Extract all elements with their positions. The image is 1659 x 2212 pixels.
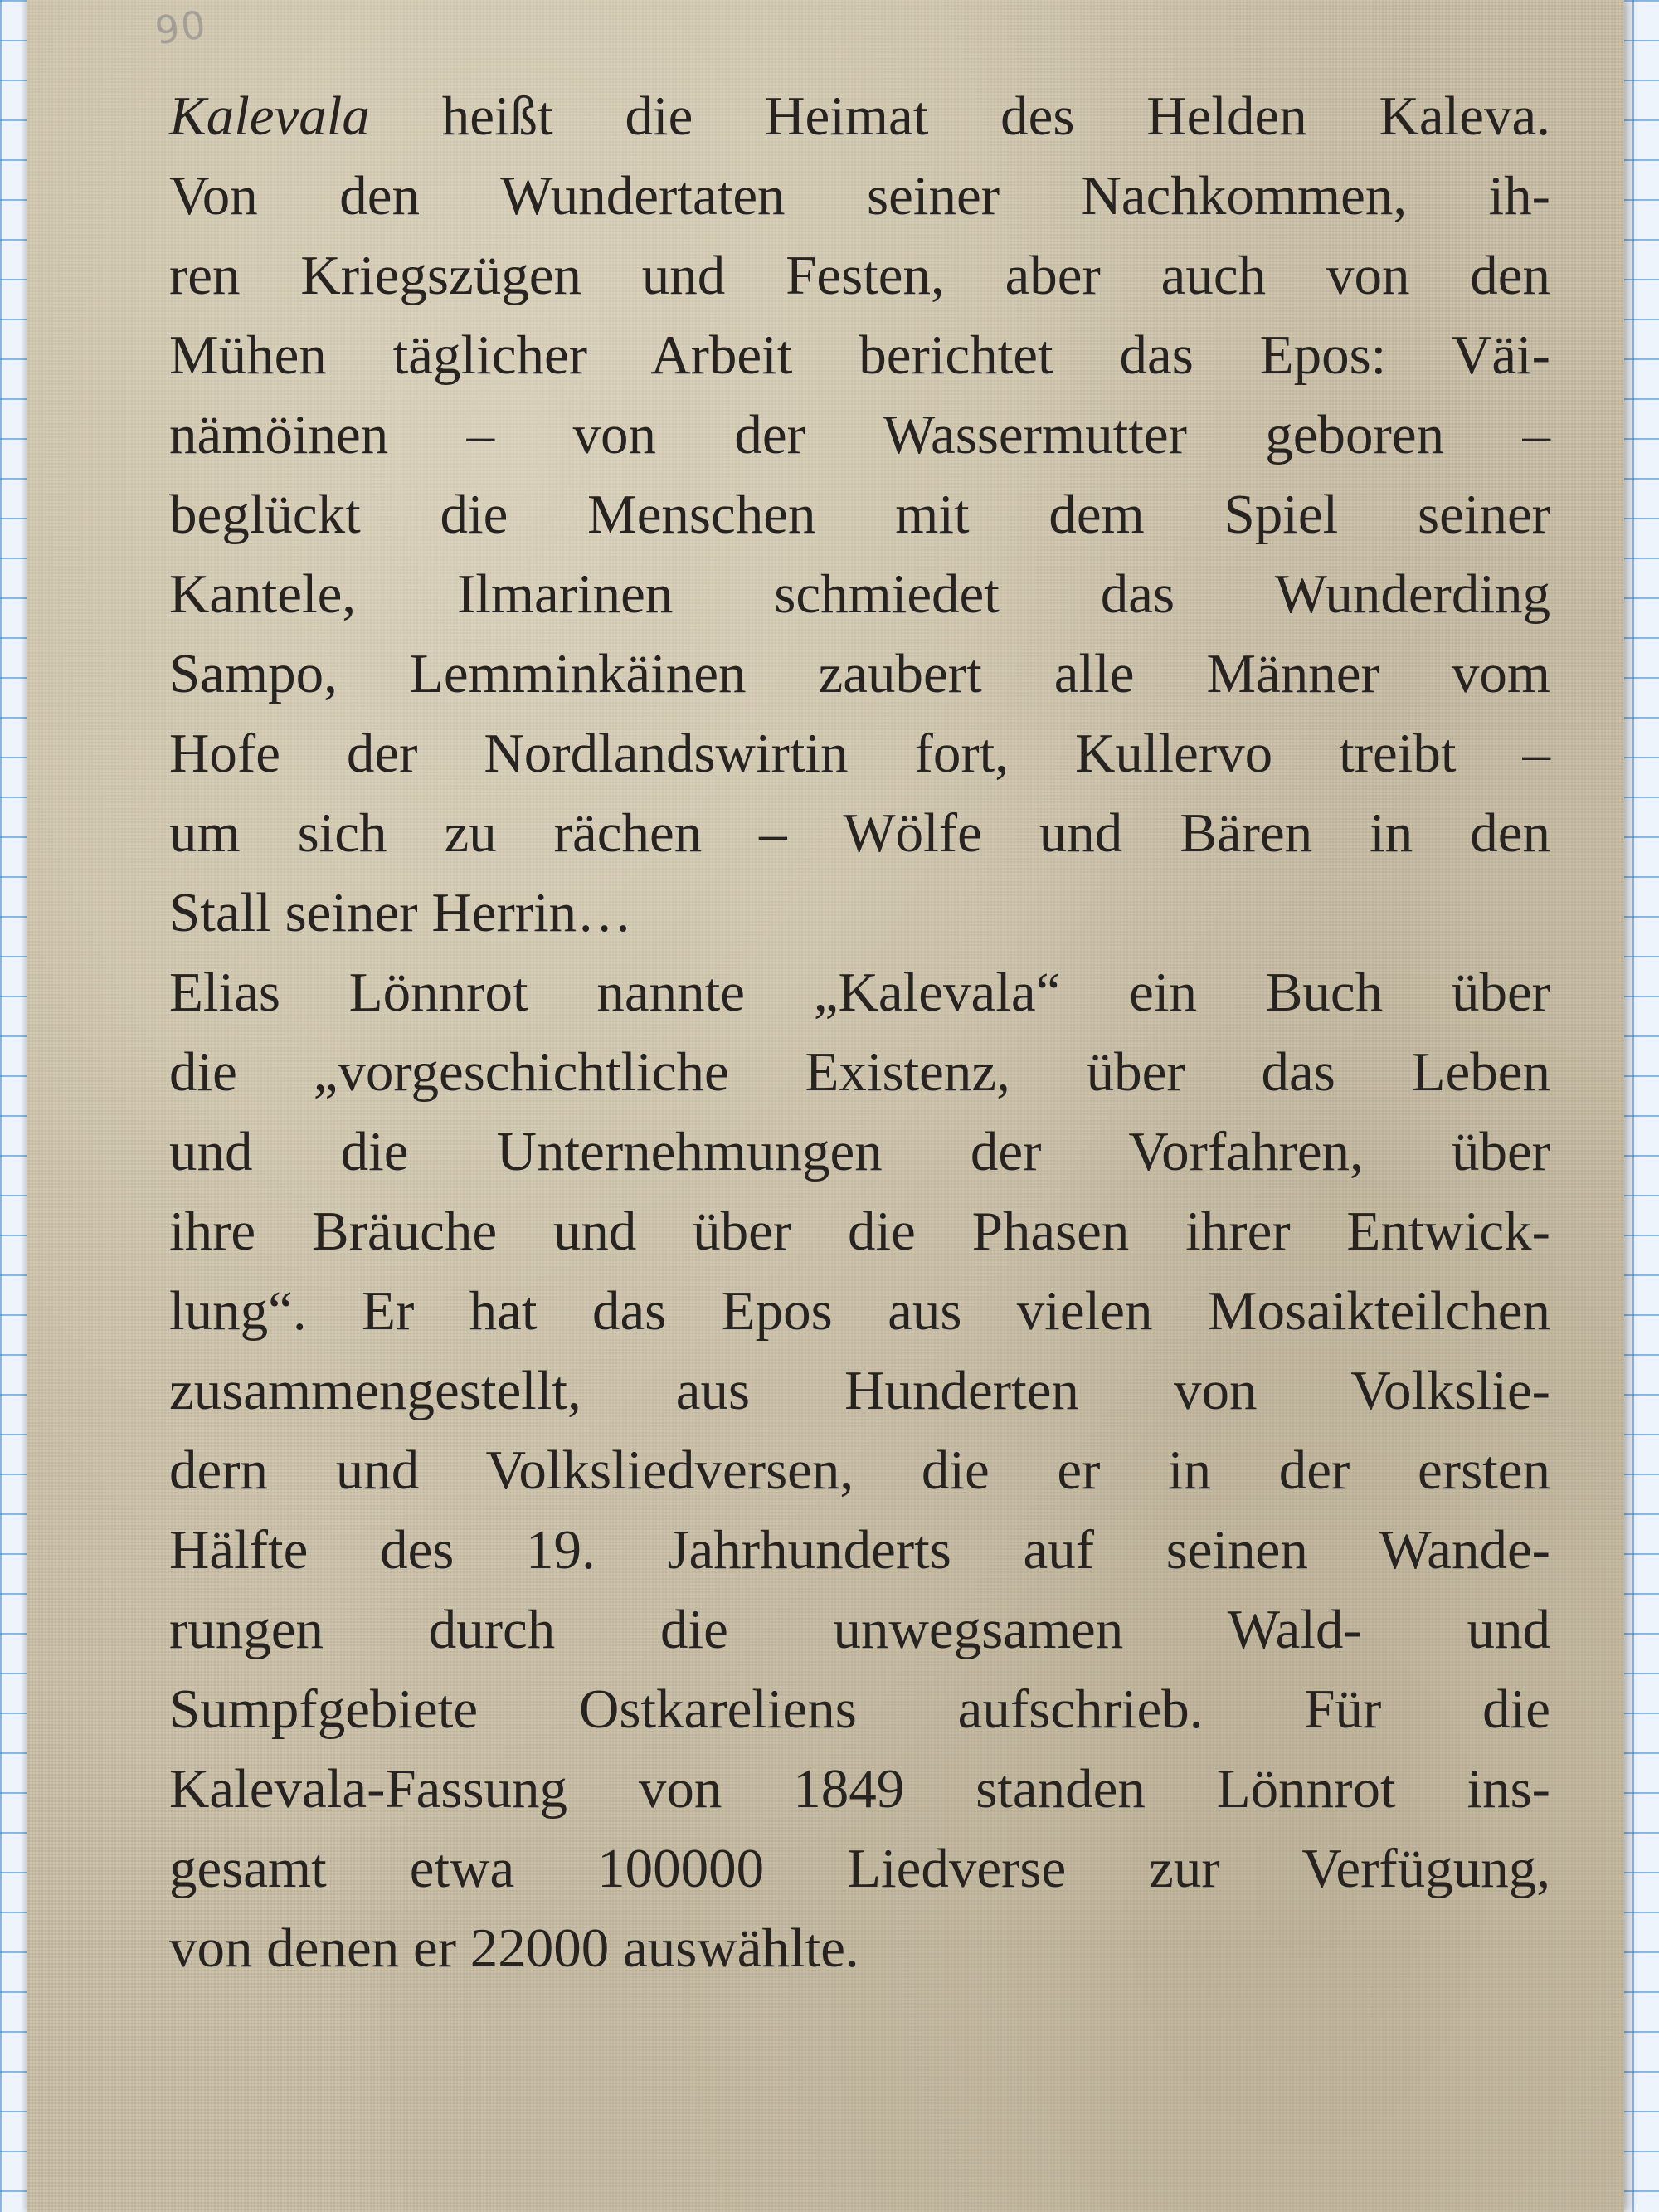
pencil-mark: 90 [152,1,211,54]
text-line: Elias Lönnrot nannte „Kalevala“ ein Buch über [169,962,1550,1023]
text-line: dern und Volksliedversen, die er in der ersten [169,1440,1550,1501]
text-line: ren Kriegszügen und Festen, aber auch von den [169,245,1550,306]
text-line: und die Unternehmungen der Vorfahren, über [169,1121,1550,1182]
text-line: Kantele, Ilmarinen schmiedet das Wunderding [169,563,1550,625]
title-word: Kalevala [169,85,370,147]
text-line: die „vorgeschichtliche Existenz, über das Leben [169,1041,1550,1103]
text-line: rungen durch die unwegsamen Wald- und [169,1599,1550,1660]
text-line: Hälfte des 19. Jahrhunderts auf seinen Wande- [169,1519,1550,1581]
text-line-rest: heißt die Heimat des Helden Kaleva. [369,85,1550,147]
text-line: Hofe der Nordlandswirtin fort, Kullervo treibt – [169,723,1550,784]
text-line: von denen er 22000 auswählte. [169,1917,859,1979]
text-line [169,76,1550,156]
text-line: ihre Bräuche und über die Phasen ihrer Entwick- [169,1201,1550,1262]
text-line: zusammengestellt, aus Hunderten von Volkslie- [169,1360,1550,1421]
text-line: Kalevala-Fassung von 1849 standen Lönnrot ins- [169,1758,1550,1820]
text-line: Sampo, Lemminkäinen zaubert alle Männer vom [169,643,1550,704]
text-line: Von den Wundertaten seiner Nachkommen, ih- [169,165,1550,227]
text-line: nämöinen – von der Wassermutter geboren – [169,404,1550,465]
book-back-cover [27,0,1624,2212]
text-line: um sich zu rächen – Wölfe und Bären in den [169,802,1550,864]
text-line: beglückt die Menschen mit dem Spiel seiner [169,484,1550,545]
text-line: gesamt etwa 100000 Liedverse zur Verfügung, [169,1838,1550,1899]
text-line: Stall seiner Herrin… [169,882,633,943]
text-line: Mühen täglicher Arbeit berichtet das Epos: Väi- [169,324,1550,386]
blurb-text [169,76,1550,1988]
text-line: lung“. Er hat das Epos aus vielen Mosaikteilchen [169,1280,1550,1342]
text-line: Sumpfgebiete Ostkareliens aufschrieb. Für die [169,1678,1550,1740]
